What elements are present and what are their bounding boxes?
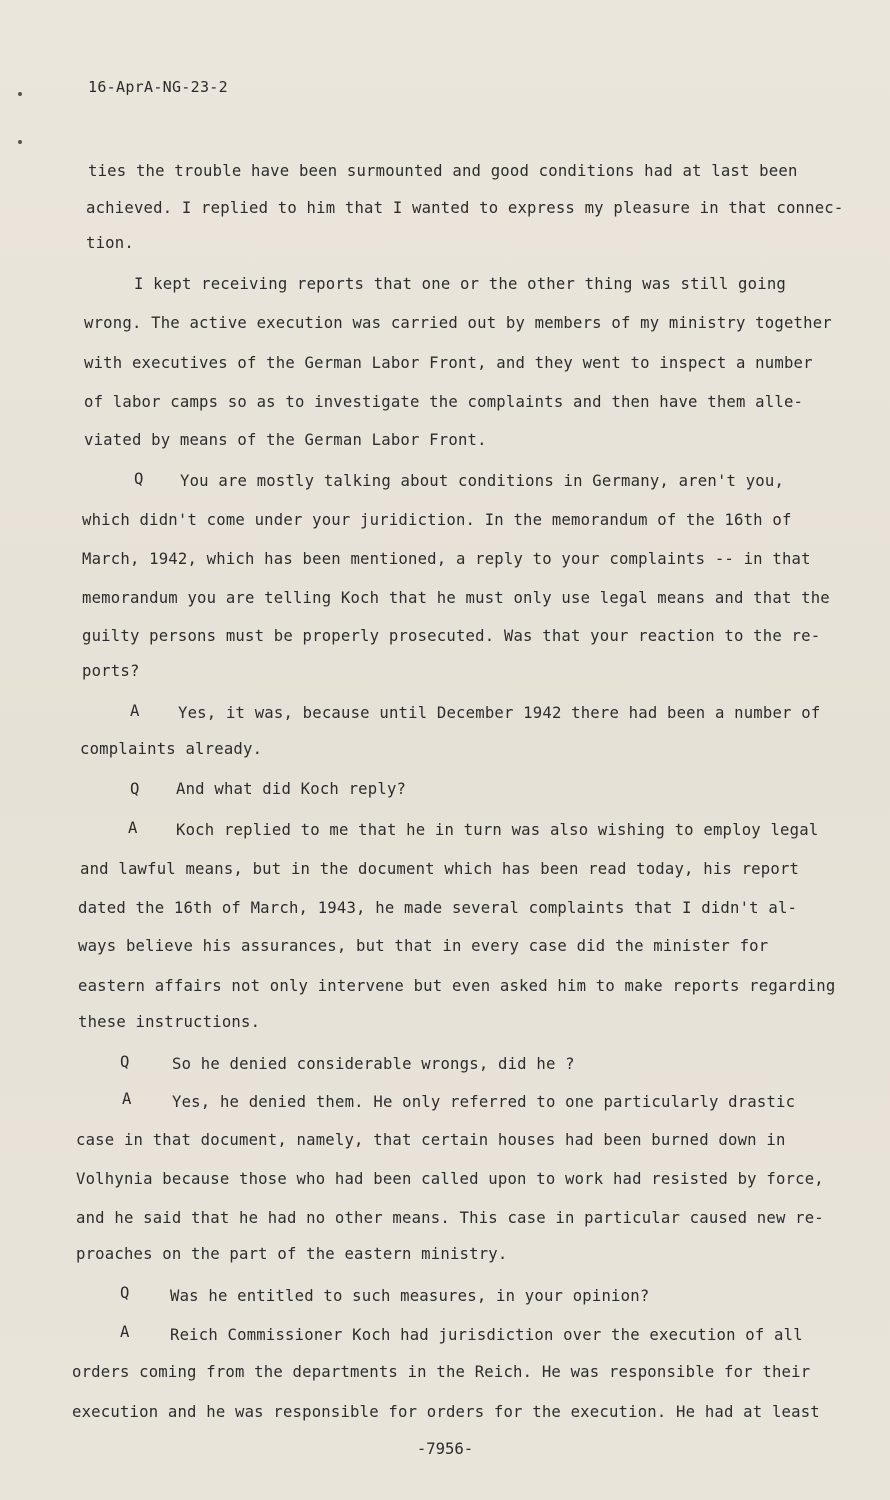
text-line: ways believe his assurances, but that in every case did the minister for [78,937,769,955]
text-line: Yes, he denied them. He only referred to one particularly drastic [172,1093,796,1111]
text-line: You are mostly talking about conditions in Germany, aren't you, [180,472,785,490]
text-line: with executives of the German Labor Front, and they went to inspect a number [84,354,813,372]
text-line: guilty persons must be properly prosecuted. Was that your reaction to the re- [82,627,821,645]
text-line: achieved. I replied to him that I wanted to express my pleasure in that connec- [86,199,844,217]
text-line: Koch replied to me that he in turn was also wishing to employ legal [176,821,819,839]
text-line: and lawful means, but in the document which has been read today, his report [80,860,800,878]
speaker-label: A [122,1090,132,1108]
text-line: complaints already. [80,740,263,758]
text-line: So he denied considerable wrongs, did he ? [172,1055,575,1073]
text-line: Volhynia because those who had been called upon to work had resisted by force, [76,1170,824,1188]
punch-mark [18,140,22,144]
text-line: tion. [86,234,134,252]
text-line: Yes, it was, because until December 1942 there had been a number of [178,704,821,722]
speaker-label: Q [120,1053,130,1071]
text-line: case in that document, namely, that certain houses had been burned down in [76,1131,786,1149]
text-line: Was he entitled to such measures, in your opinion? [170,1287,650,1305]
text-line: March, 1942, which has been mentioned, a reply to your complaints -- in that [82,550,811,568]
text-line: these instructions. [78,1013,261,1031]
text-line: Reich Commissioner Koch had jurisdiction over the execution of all [170,1326,803,1344]
speaker-label: A [120,1323,130,1341]
text-line: I kept receiving reports that one or the other thing was still going [134,275,786,293]
text-line: of labor camps so as to investigate the complaints and then have them alle- [84,393,804,411]
speaker-label: Q [134,470,144,488]
text-line: And what did Koch reply? [176,780,407,798]
text-line: execution and he was responsible for orders for the execution. He had at least [72,1403,820,1421]
text-line: dated the 16th of March, 1943, he made several complaints that I didn't al- [78,899,798,917]
text-line: eastern affairs not only intervene but even asked him to make reports regarding [78,977,836,995]
text-line: wrong. The active execution was carried out by members of my ministry together [84,314,832,332]
document-reference: 16-AprA-NG-23-2 [88,78,228,96]
speaker-label: A [130,702,140,720]
speaker-label: Q [120,1284,130,1302]
text-line: ports? [82,662,140,680]
punch-mark [18,92,22,96]
text-line: and he said that he had no other means. This case in particular caused new re- [76,1209,824,1227]
page-number: -7956- [416,1440,474,1458]
text-line: orders coming from the departments in the Reich. He was responsible for their [72,1363,811,1381]
text-line: memorandum you are telling Koch that he must only use legal means and that the [82,589,830,607]
speaker-label: Q [130,780,140,798]
speaker-label: A [128,819,138,837]
text-line: viated by means of the German Labor Front. [84,431,487,449]
text-line: proaches on the part of the eastern ministry. [76,1245,508,1263]
text-line: ties the trouble have been surmounted and good conditions had at last been [88,162,798,180]
text-line: which didn't come under your juridiction. In the memorandum of the 16th of [82,511,792,529]
